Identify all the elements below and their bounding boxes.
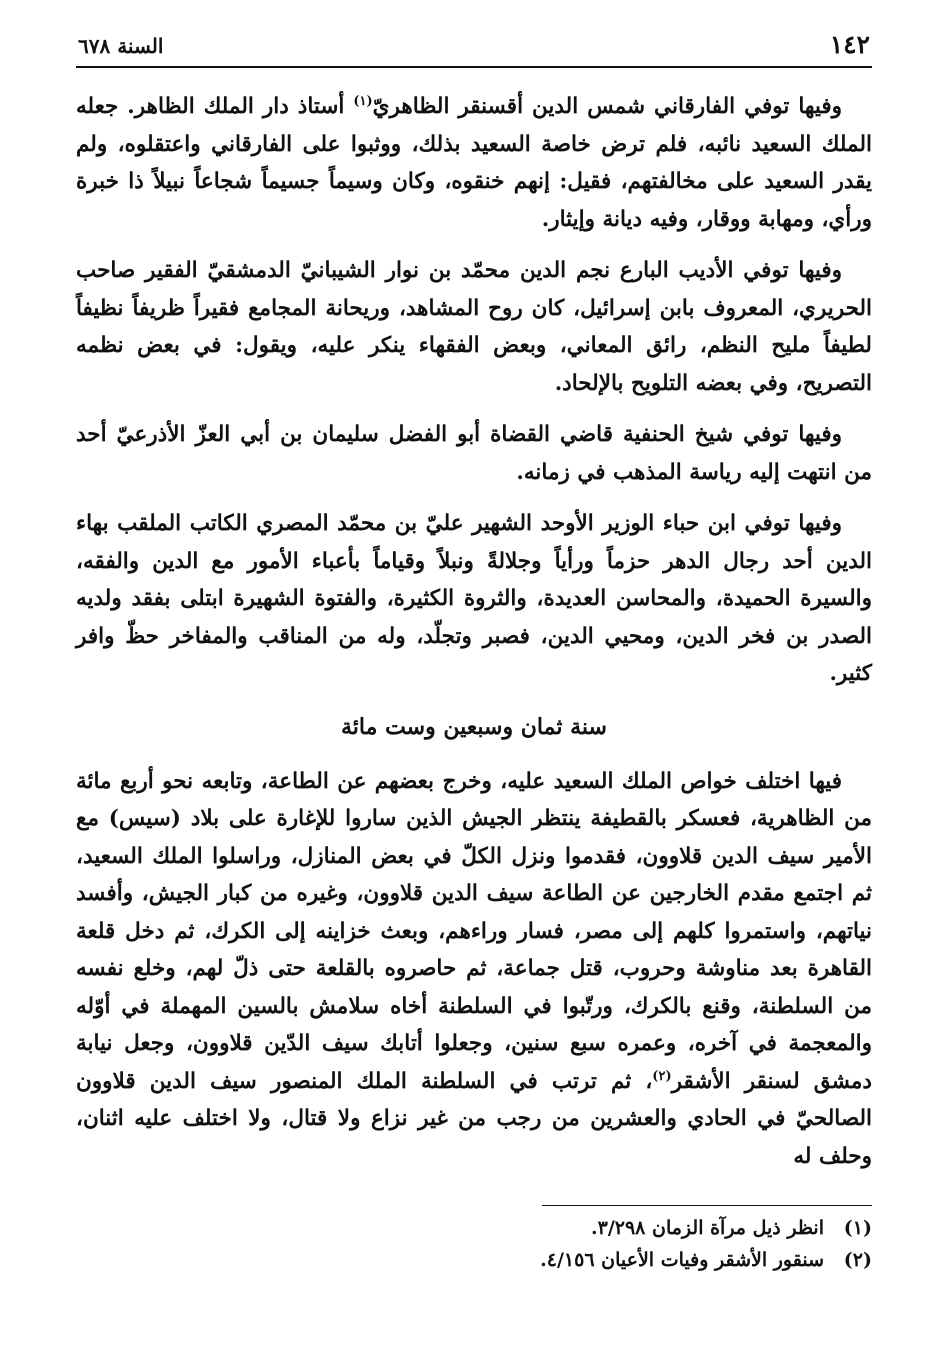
footnote-text: سنقور الأشقر وفيات الأعيان ٤/١٥٦.	[540, 1249, 824, 1271]
footnote-text: انظر ذيل مرآة الزمان ٣/٢٩٨.	[591, 1217, 824, 1239]
footnote-ref-2: (٢)	[652, 1068, 672, 1084]
footnote-number: (١)	[843, 1217, 872, 1239]
footnote-item	[76, 1244, 872, 1276]
footnote-ref-1: (١)	[353, 93, 373, 109]
paragraph-year-678: فيها اختلف خواص الملك السعيد عليه، وخرج بعضهم عن الطاعة، وتابعه نحو أربع مائة من الظاهرية، فعسكر بالقطيفة ينتظر الجيش الذين ساروا للإغارة على بلاد (سيس) مع الأمير سيف الدين قلاوون، فقدموا ونزل الكلّ في بعض المنازل، وراسلوا الملك السعيد، ثم اجتمع مقدم الخارجين عن الطاعة سيف الدين قلاوون، وغيره من كبار الجيش، وأفسد نياتهم، واستمروا كلهم إلى مصر، فسار وراءهم، وبعث خزاينه إلى الكرك، ثم دخل قلعة القاهرة بعد مناوشة وحروب، قتل جماعة، ثم حاصروه بالقلعة حتى ذلّ لهم، وخلع نفسه من السلطنة، وقنع بالكرك، ورتّبوا في السلطنة أخاه سلامش بالسين المهملة في أوّله والمعجمة في آخره، وعمره سبع سنين، وجعلوا أتابك سيف الدّين قلاوون، وجعل نيابة دمشق لسنقر الأشقر$^{(٢)}$، ثم ترتب في السلطنة الملك المنصور سيف الدين قلاوون الصالحيّ في الحادي والعشرين من رجب من غير نزاع ولا قتال، ولا اختلف عليه اثنان، وحلف له	[76, 768, 872, 1169]
footnotes	[76, 1212, 872, 1276]
book-page	[76, 28, 872, 1276]
footnote-number: (٢)	[843, 1249, 872, 1271]
paragraph-najm-al-din: وفيها توفي الأديب البارع نجم الدين محمّد بن نوار الشيبانيّ الدمشقيّ الفقير صاحب الحريري، المعروف بابن إسرائيل، كان روح المشاهد، وريحانة المجامع فقيراً ظريفاً نظيفاً لطيفاً مليح النظم، رائق المعاني، وبعض الفقهاء ينكر عليه، ويقول: في بعض نظمه التصريح، وفي بعضه التلويح بالإلحاد.	[76, 258, 872, 396]
paragraph-ibn-hinna: وفيها توفي ابن حباء الوزير الأوحد الشهير عليّ بن محمّد المصري الكاتب الملقب بهاء الدين أحد رجال الدهر حزماً ورأياً وجلالةً ونبلاً وقياماً بأعباء الأمور مع الدين والفقه، والسيرة الحميدة، والمحاسن العديدة، والثروة الكثيرة، والفتوة الشهيرة ابتلى بفقد ولديه الصدر بن فخر الدين، ومحيي الدين، فصبر وتجلّد، وله من المناقب والمفاخر حظّ وافر كثير.	[76, 511, 872, 686]
footnote-item	[76, 1212, 872, 1244]
body-text	[76, 88, 872, 1175]
page-header	[76, 28, 872, 66]
paragraph-farqani: وفيها توفي الفارقاني شمس الدين أقسنقر الظاهريّ$^{(١)}$ أستاذ دار الملك الظاهر. جعله الملك السعيد نائبه، فلم ترض خاصة السعيد بذلك، ووثبوا على الفارقاني واعتقلوه، ولم يقدر السعيد على مخالفتهم، فقيل: إنهم خنقوه، وكان وسيماً جسيماً شجاعاً نبيلاً ذا خبرة ورأي، ومهابة ووقار، وفيه ديانة وإيثار.	[76, 93, 872, 232]
running-head: السنة ٦٧٨	[78, 34, 164, 58]
footnote-rule	[542, 1205, 872, 1206]
section-title: سنة ثمان وسبعين وست مائة	[341, 713, 607, 740]
paragraph-hanafi-judge: وفيها توفي شيخ الحنفية قاضي القضاة أبو الفضل سليمان بن أبي العزّ الأذرعيّ أحد من انتهت إليه رياسة المذهب في زمانه.	[76, 422, 872, 485]
header-rule	[76, 66, 872, 68]
page-number: ١٤٢	[829, 30, 870, 59]
